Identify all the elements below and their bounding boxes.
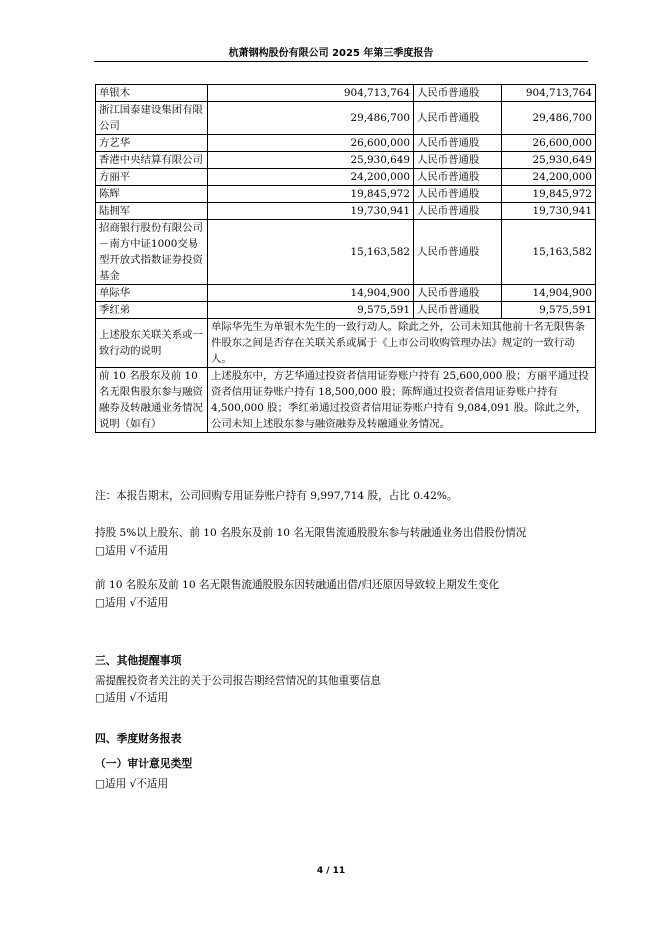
section-3-applicability: □适用 √不适用 xyxy=(95,692,169,704)
table-row xyxy=(96,135,596,152)
page-header: 杭萧钢构股份有限公司 2025 年第三季度报告 xyxy=(228,48,434,59)
share-type: 人民币普通股 xyxy=(414,152,502,169)
change-applicability: □适用 √不适用 xyxy=(95,597,169,609)
share-count: 24,200,000 xyxy=(502,169,596,186)
section-3-title: 三、其他提醒事项 xyxy=(95,654,182,667)
table-row xyxy=(96,169,596,186)
table-row xyxy=(96,102,596,135)
holder-shares: 904,713,764 xyxy=(208,85,414,102)
share-type: 人民币普通股 xyxy=(414,135,502,152)
holder-name: 季红弟 xyxy=(96,302,208,319)
holder-shares: 29,486,700 xyxy=(208,102,414,135)
holder-shares: 14,904,900 xyxy=(208,285,414,302)
lending-statement: 持股 5%以上股东、前 10 名股东及前 10 名无限售流通股股东参与转融通业务出借股份情况 xyxy=(95,527,527,539)
header-rule xyxy=(94,61,588,62)
share-count: 9,575,591 xyxy=(502,302,596,319)
holder-name: 方艺华 xyxy=(96,135,208,152)
holder-shares: 19,845,972 xyxy=(208,186,414,203)
margin-text: 上述股东中，方艺华通过投资者信用证券账户持有 25,600,000 股；方丽平通过投资者信用证券账户持有 18,500,000 股；陈辉通过投资者信用证券账户持有 4,500,000 股；季红弟通过投资者信用证券账户持有 9,084,091 股。除此之外，公司未知上述股东参与融资融券及转融通业务情况。 xyxy=(208,368,596,433)
shareholder-rows xyxy=(96,85,596,433)
repurchase-note: 注：本报告期末，公司回购专用证券账户持有 9,997,714 股，占比 0.42%。 xyxy=(95,490,458,502)
share-count: 19,730,941 xyxy=(502,203,596,220)
section-4-applicability: □适用 √不适用 xyxy=(95,778,169,790)
section-4-subtitle: （一）审计意见类型 xyxy=(95,757,193,770)
share-type: 人民币普通股 xyxy=(414,85,502,102)
margin-row xyxy=(96,368,596,433)
table-row xyxy=(96,302,596,319)
share-type: 人民币普通股 xyxy=(414,220,502,285)
holder-shares: 26,600,000 xyxy=(208,135,414,152)
table-row xyxy=(96,220,596,285)
holder-name: 陈辉 xyxy=(96,186,208,203)
share-type: 人民币普通股 xyxy=(414,302,502,319)
holder-name: 香港中央结算有限公司 xyxy=(96,152,208,169)
relation-text: 单际华先生为单银木先生的一致行动人。除此之外，公司未知其他前十名无限售条件股东之间是否存在关联关系或属于《上市公司收购管理办法》规定的一致行动人。 xyxy=(208,319,596,368)
share-type: 人民币普通股 xyxy=(414,102,502,135)
relation-label: 上述股东关联关系或一致行动的说明 xyxy=(96,319,208,368)
relation-row xyxy=(96,319,596,368)
holder-shares: 9,575,591 xyxy=(208,302,414,319)
share-type: 人民币普通股 xyxy=(414,203,502,220)
holder-shares: 24,200,000 xyxy=(208,169,414,186)
change-statement: 前 10 名股东及前 10 名无限售流通股股东因转融通出借/归还原因导致较上期发生变化 xyxy=(95,579,500,591)
holder-shares: 25,930,649 xyxy=(208,152,414,169)
table-row xyxy=(96,203,596,220)
share-count: 19,845,972 xyxy=(502,186,596,203)
share-type: 人民币普通股 xyxy=(414,285,502,302)
holder-shares: 15,163,582 xyxy=(208,220,414,285)
share-count: 14,904,900 xyxy=(502,285,596,302)
table-row xyxy=(96,152,596,169)
holder-name: 单银木 xyxy=(96,85,208,102)
lending-applicability: □适用 √不适用 xyxy=(95,545,169,557)
share-type: 人民币普通股 xyxy=(414,186,502,203)
table-row xyxy=(96,85,596,102)
shareholder-table xyxy=(95,84,596,433)
section-3-text: 需提醒投资者关注的关于公司报告期经营情况的其他重要信息 xyxy=(95,675,382,687)
holder-name: 单际华 xyxy=(96,285,208,302)
section-4-title: 四、季度财务报表 xyxy=(95,732,182,745)
share-count: 904,713,764 xyxy=(502,85,596,102)
holder-name: 招商银行股份有限公司－南方中证1000交易型开放式指数证券投资基金 xyxy=(96,220,208,285)
share-count: 25,930,649 xyxy=(502,152,596,169)
holder-name: 方丽平 xyxy=(96,169,208,186)
holder-name: 浙江国泰建设集团有限公司 xyxy=(96,102,208,135)
share-type: 人民币普通股 xyxy=(414,169,502,186)
margin-label: 前 10 名股东及前 10 名无限售股东参与融资融券及转融通业务情况说明（如有） xyxy=(96,368,208,433)
holder-shares: 19,730,941 xyxy=(208,203,414,220)
holder-name: 陆拥军 xyxy=(96,203,208,220)
share-count: 26,600,000 xyxy=(502,135,596,152)
share-count: 15,163,582 xyxy=(502,220,596,285)
table-row xyxy=(96,285,596,302)
page-number: 4 / 11 xyxy=(316,866,346,876)
table-row xyxy=(96,186,596,203)
share-count: 29,486,700 xyxy=(502,102,596,135)
